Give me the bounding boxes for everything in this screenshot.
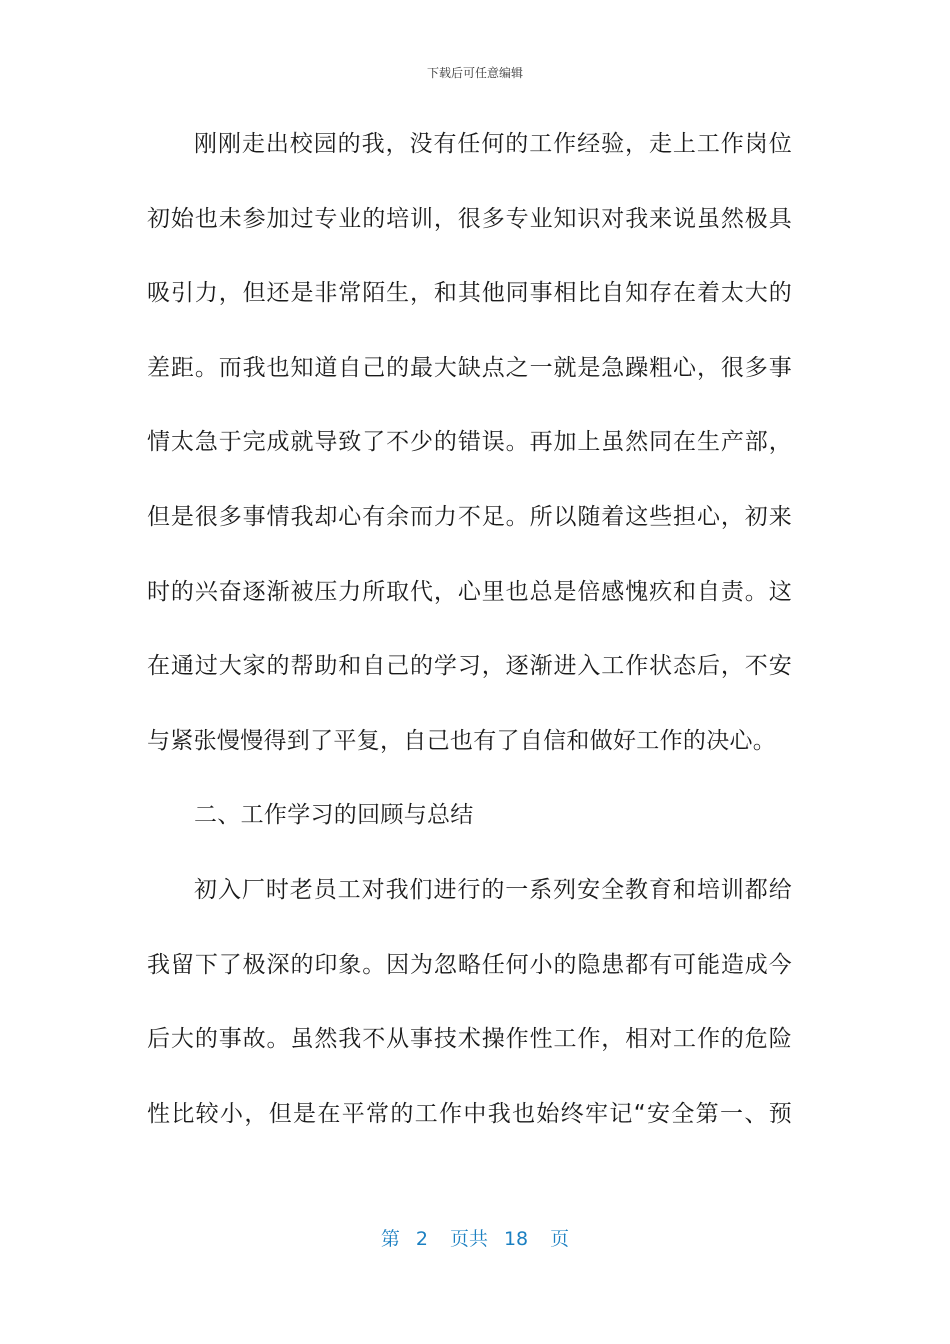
paragraph-line: 性比较小，但是在平常的工作中我也始终牢记“安全第一、预 bbox=[147, 1100, 792, 1127]
page-header-note: 下载后可任意编辑 bbox=[426, 66, 523, 80]
paragraph-line: 初入厂时老员工对我们进行的一系列安全教育和培训都给 bbox=[194, 876, 792, 903]
paragraph-line: 情太急于完成就导致了不少的错误。再加上虽然同在生产部， bbox=[147, 429, 792, 456]
paragraph-line: 初始也未参加过专业的培训，很多专业知识对我来说虽然极具 bbox=[147, 205, 792, 232]
document-body bbox=[147, 122, 792, 1166]
paragraph-line: 后大的事故。虽然我不从事技术操作性工作，相对工作的危险 bbox=[147, 1026, 792, 1053]
paragraph-line: 我留下了极深的印象。因为忽略任何小的隐患都有可能造成今 bbox=[147, 951, 792, 978]
page-suffix: 页 bbox=[550, 1228, 570, 1250]
paragraph-line: 时的兴奋逐渐被压力所取代，心里也总是倍感愧疚和自责。这 bbox=[147, 578, 792, 605]
page-number-footer bbox=[0, 1225, 950, 1253]
total-pages-number: 18 bbox=[503, 1228, 529, 1250]
page-prefix: 第 bbox=[380, 1228, 400, 1250]
paragraph-line: 刚刚走出校园的我，没有任何的工作经验，走上工作岗位 bbox=[194, 131, 792, 157]
paragraph-line: 在通过大家的帮助和自己的学习，逐渐进入工作状态后，不安 bbox=[147, 653, 792, 680]
section-heading: 二、工作学习的回顾与总结 bbox=[194, 802, 474, 829]
paragraph-line: 但是很多事情我却心有余而力不足。所以随着这些担心，初来 bbox=[147, 503, 792, 530]
paragraph-line: 与紧张慢慢得到了平复，自己也有了自信和做好工作的决心。 bbox=[147, 727, 777, 754]
paragraph-line: 吸引力，但还是非常陌生，和其他同事相比自知存在着太大的 bbox=[147, 280, 792, 307]
paragraph-line: 差距。而我也知道自己的最大缺点之一就是急躁粗心，很多事 bbox=[147, 354, 792, 381]
current-page-number: 2 bbox=[415, 1228, 428, 1250]
page-middle-text: 页共 bbox=[449, 1228, 488, 1250]
